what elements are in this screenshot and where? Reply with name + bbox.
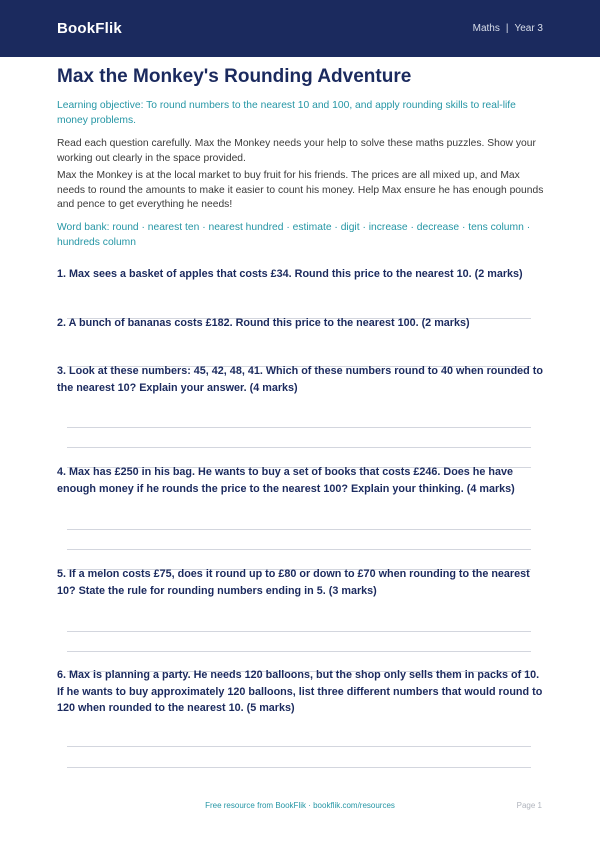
year-label: Year 3 [514,23,543,34]
answer-line[interactable] [67,746,531,747]
page-header [0,0,600,57]
answer-line[interactable] [67,767,531,768]
header-separator: | [505,23,509,34]
question-6: 6. Max is planning a party. He needs 120 balloons, but the shop only sells them in packs of 10. If he wants to buy approximately 120 balloons, list three different numbers that would round to 120 when rounded to the nearest 10. (5 marks) [57,669,543,714]
answer-line[interactable] [67,447,531,448]
word-bank: Word bank: round · nearest ten · nearest hundred · estimate · digit · increase · decrease · tens column · hundreds column [57,222,531,248]
question-2: 2. A bunch of bananas costs £182. Round this price to the nearest 100. (2 marks) [57,317,470,329]
question-4: 4. Max has £250 in his bag. He wants to buy a set of books that costs £246. Does he have enough money if he rounds the price to the nearest 100? Explain your thinking. (4 marks) [57,466,515,495]
page-footer [0,801,600,815]
page-title: Max the Monkey's Rounding Adventure [57,66,412,87]
brand-logo[interactable]: BookFlik [57,20,122,37]
answer-line[interactable] [67,549,531,550]
question-5: 5. If a melon costs £75, does it round up to £80 or down to £70 when rounding to the nearest 10? State the rule for rounding numbers ending in 5. (3 marks) [57,568,530,597]
question-3: 3. Look at these numbers: 45, 42, 48, 41. Which of these numbers round to 40 when rounded to the nearest 10? Explain your answer. (4 marks) [57,365,543,394]
answer-line[interactable] [67,631,531,632]
subject-label: Maths [472,23,500,34]
page-number: Page 1 [516,801,542,810]
answer-line[interactable] [67,651,531,652]
answer-line[interactable] [67,427,531,428]
footer-link[interactable]: Free resource from BookFlik · bookflik.com/resources [205,801,395,810]
learning-objective: Learning objective: To round numbers to the nearest 10 and 100, and apply rounding skills to real-life money problems. [57,100,516,126]
instructions-paragraph: Read each question carefully. Max the Monkey needs your help to solve these maths puzzles. Show your working out clearly in the space provided. [57,138,536,164]
question-1: 1. Max sees a basket of apples that costs £34. Round this price to the nearest 10. (2 marks) [57,268,523,280]
intro-paragraph: Max the Monkey is at the local market to buy fruit for his friends. The prices are all mixed up, and Max needs to round the amounts to make it easier to count his money. Help Max ensure he has enough pounds and pence to get everything he needs! [57,170,544,210]
header-meta [473,23,543,34]
answer-line[interactable] [67,529,531,530]
